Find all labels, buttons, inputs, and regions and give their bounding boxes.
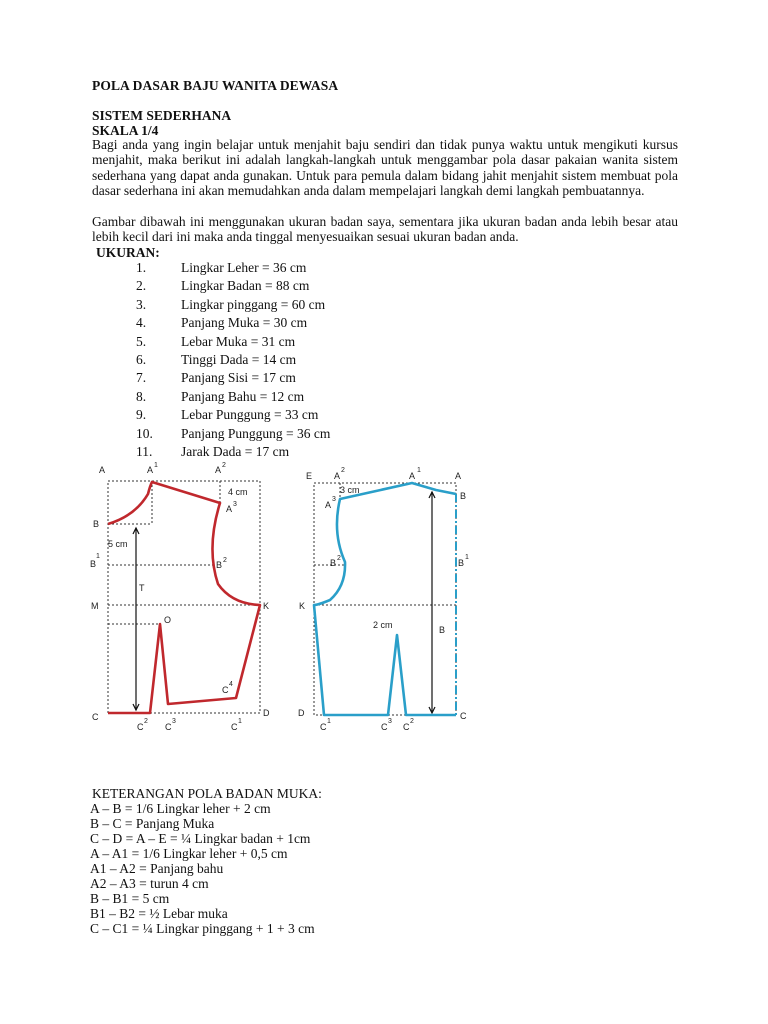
front-guide-lines [108,481,260,713]
item-number: 1. [136,260,147,275]
label-c4: C [222,685,229,695]
item-text: Lebar Muka = 31 cm [181,333,296,349]
document-title: POLA DASAR BAJU WANITA DEWASA [92,78,339,93]
label-b1: B [90,559,97,569]
label-c1: C [231,722,238,732]
pattern-diagram [0,458,768,743]
label-c: C [460,711,467,721]
item-text: Lingkar pinggang = 60 cm [181,296,326,312]
label-b2-sup: 2 [337,555,341,562]
item-text: Panjang Bahu = 12 cm [181,388,305,404]
label-d: D [263,708,270,718]
back-guide-lines [314,483,456,715]
label-c3-sup: 3 [388,718,392,725]
label-c2-sup: 2 [410,718,414,725]
label-5cm: 5 cm [108,539,128,549]
label-c3: C [165,722,172,732]
label-c3-sup: 3 [172,718,176,725]
item-text: Panjang Muka = 30 cm [181,315,308,331]
label-b2: B [330,558,337,568]
list-item: B – B1 = 5 cm [90,891,170,906]
label-t: T [139,583,145,593]
label-a1: A [409,471,416,481]
item-number: 10. [136,425,153,441]
item-text: Panjang Sisi = 17 cm [181,370,296,386]
keterangan-title: KETERANGAN POLA BADAN MUKA: [92,786,322,801]
item-text: Tinggi Dada = 14 cm [181,351,297,367]
list-item: A – A1 = 1/6 Lingkar leher + 0,5 cm [90,846,288,861]
label-c2: C [403,722,410,732]
front-pattern [90,462,270,732]
label-b1-sup: 1 [465,554,469,561]
label-a2-sup: 2 [222,462,226,469]
label-o: O [164,615,172,625]
note-paragraph: Gambar dibawah ini menggunakan ukuran badan saya, sementara jika ukuran badan anda lebih besar atau lebih kecil dari ini maka anda tinggal menyesuaikan sesuai ukuran badan anda. [92,214,678,245]
label-c1: C [320,722,327,732]
subtitle-system: SISTEM SEDERHANA [92,108,232,123]
label-a3: A [325,500,332,510]
label-b1: B [458,558,465,568]
label-c2: C [137,722,144,732]
list-item: C – C1 = ¼ Lingkar pinggang + 1 + 3 cm [90,921,315,936]
label-c1-sup: 1 [327,718,331,725]
back-outline [314,483,456,715]
label-c: C [92,712,99,722]
ukuran-heading: UKURAN: [96,245,160,260]
back-frame [314,483,456,715]
label-c2-sup: 2 [144,718,148,725]
item-text: Lingkar Leher = 36 cm [181,260,307,275]
item-number: 6. [136,351,147,367]
label-b1-sup: 1 [96,553,100,560]
list-item: A2 – A3 = turun 4 cm [90,876,209,891]
item-number: 3. [136,296,147,312]
item-number: 5. [136,333,147,349]
keterangan-list [90,801,315,936]
label-c4-sup: 4 [229,681,233,688]
item-text: Panjang Punggung = 36 cm [181,425,331,441]
subtitle-scale: SKALA 1/4 [92,123,159,138]
label-2cm: 2 cm [373,620,393,630]
label-a1: A [147,465,154,475]
back-pattern [298,467,469,732]
intro-paragraph: Bagi anda yang ingin belajar untuk menjahit baju sendiri dan tidak punya waktu untuk mengikuti kursus menjahit, maka berikut ini adalah langkah-langkah untuk menggambar pola dasar pakaian wanita sistem sederhana yang dapat anda gunakan. Untuk para pemula dalam bidang jahit menjahit sistem membuat pola dasar sederhana ini akan memudahkan anda dalam mempelajari langkah demi langkah pembuatannya. [92,137,678,199]
label-a1-sup: 1 [154,462,158,469]
item-number: 11. [136,443,153,459]
label-a3-sup: 3 [233,501,237,508]
label-d: D [298,708,305,718]
back-dimension-arrows [429,492,435,713]
label-k: K [299,601,306,611]
front-outline [108,482,260,713]
item-number: 7. [136,370,147,386]
list-item: B – C = Panjang Muka [90,816,215,831]
label-a: A [455,471,462,481]
label-a1-sup: 1 [417,467,421,474]
label-4cm: 4 cm [228,487,248,497]
label-a2: A [334,471,341,481]
label-b2: B [216,560,223,570]
item-number: 2. [136,278,147,294]
label-3cm: 3 cm [340,485,360,495]
item-number: 4. [136,315,147,331]
item-number: 8. [136,388,147,404]
label-a3-sup: 3 [332,496,336,503]
item-text: Lingkar Badan = 88 cm [181,278,310,294]
label-b: B [460,491,467,501]
front-frame [108,481,260,713]
front-dimension-arrows [133,528,139,710]
label-k: K [263,601,270,611]
label-c1-sup: 1 [238,718,242,725]
list-item: A1 – A2 = Panjang bahu [90,861,224,876]
label-a: A [99,465,106,475]
item-number: 9. [136,407,147,423]
item-text: Jarak Dada = 17 cm [181,443,290,459]
label-a2: A [215,465,222,475]
item-text: Lebar Punggung = 33 cm [181,407,319,423]
label-b-mid: B [439,625,446,635]
list-item: C – D = A – E = ¼ Lingkar badan + 1cm [90,831,311,846]
label-b: B [93,519,100,529]
list-item: A – B = 1/6 Lingkar leher + 2 cm [90,801,271,816]
label-b2-sup: 2 [223,557,227,564]
label-a3: A [226,504,233,514]
label-m: M [91,601,99,611]
label-c3: C [381,722,388,732]
label-e: E [306,471,313,481]
label-a2-sup: 2 [341,467,345,474]
list-item: B1 – B2 = ½ Lebar muka [90,906,228,921]
